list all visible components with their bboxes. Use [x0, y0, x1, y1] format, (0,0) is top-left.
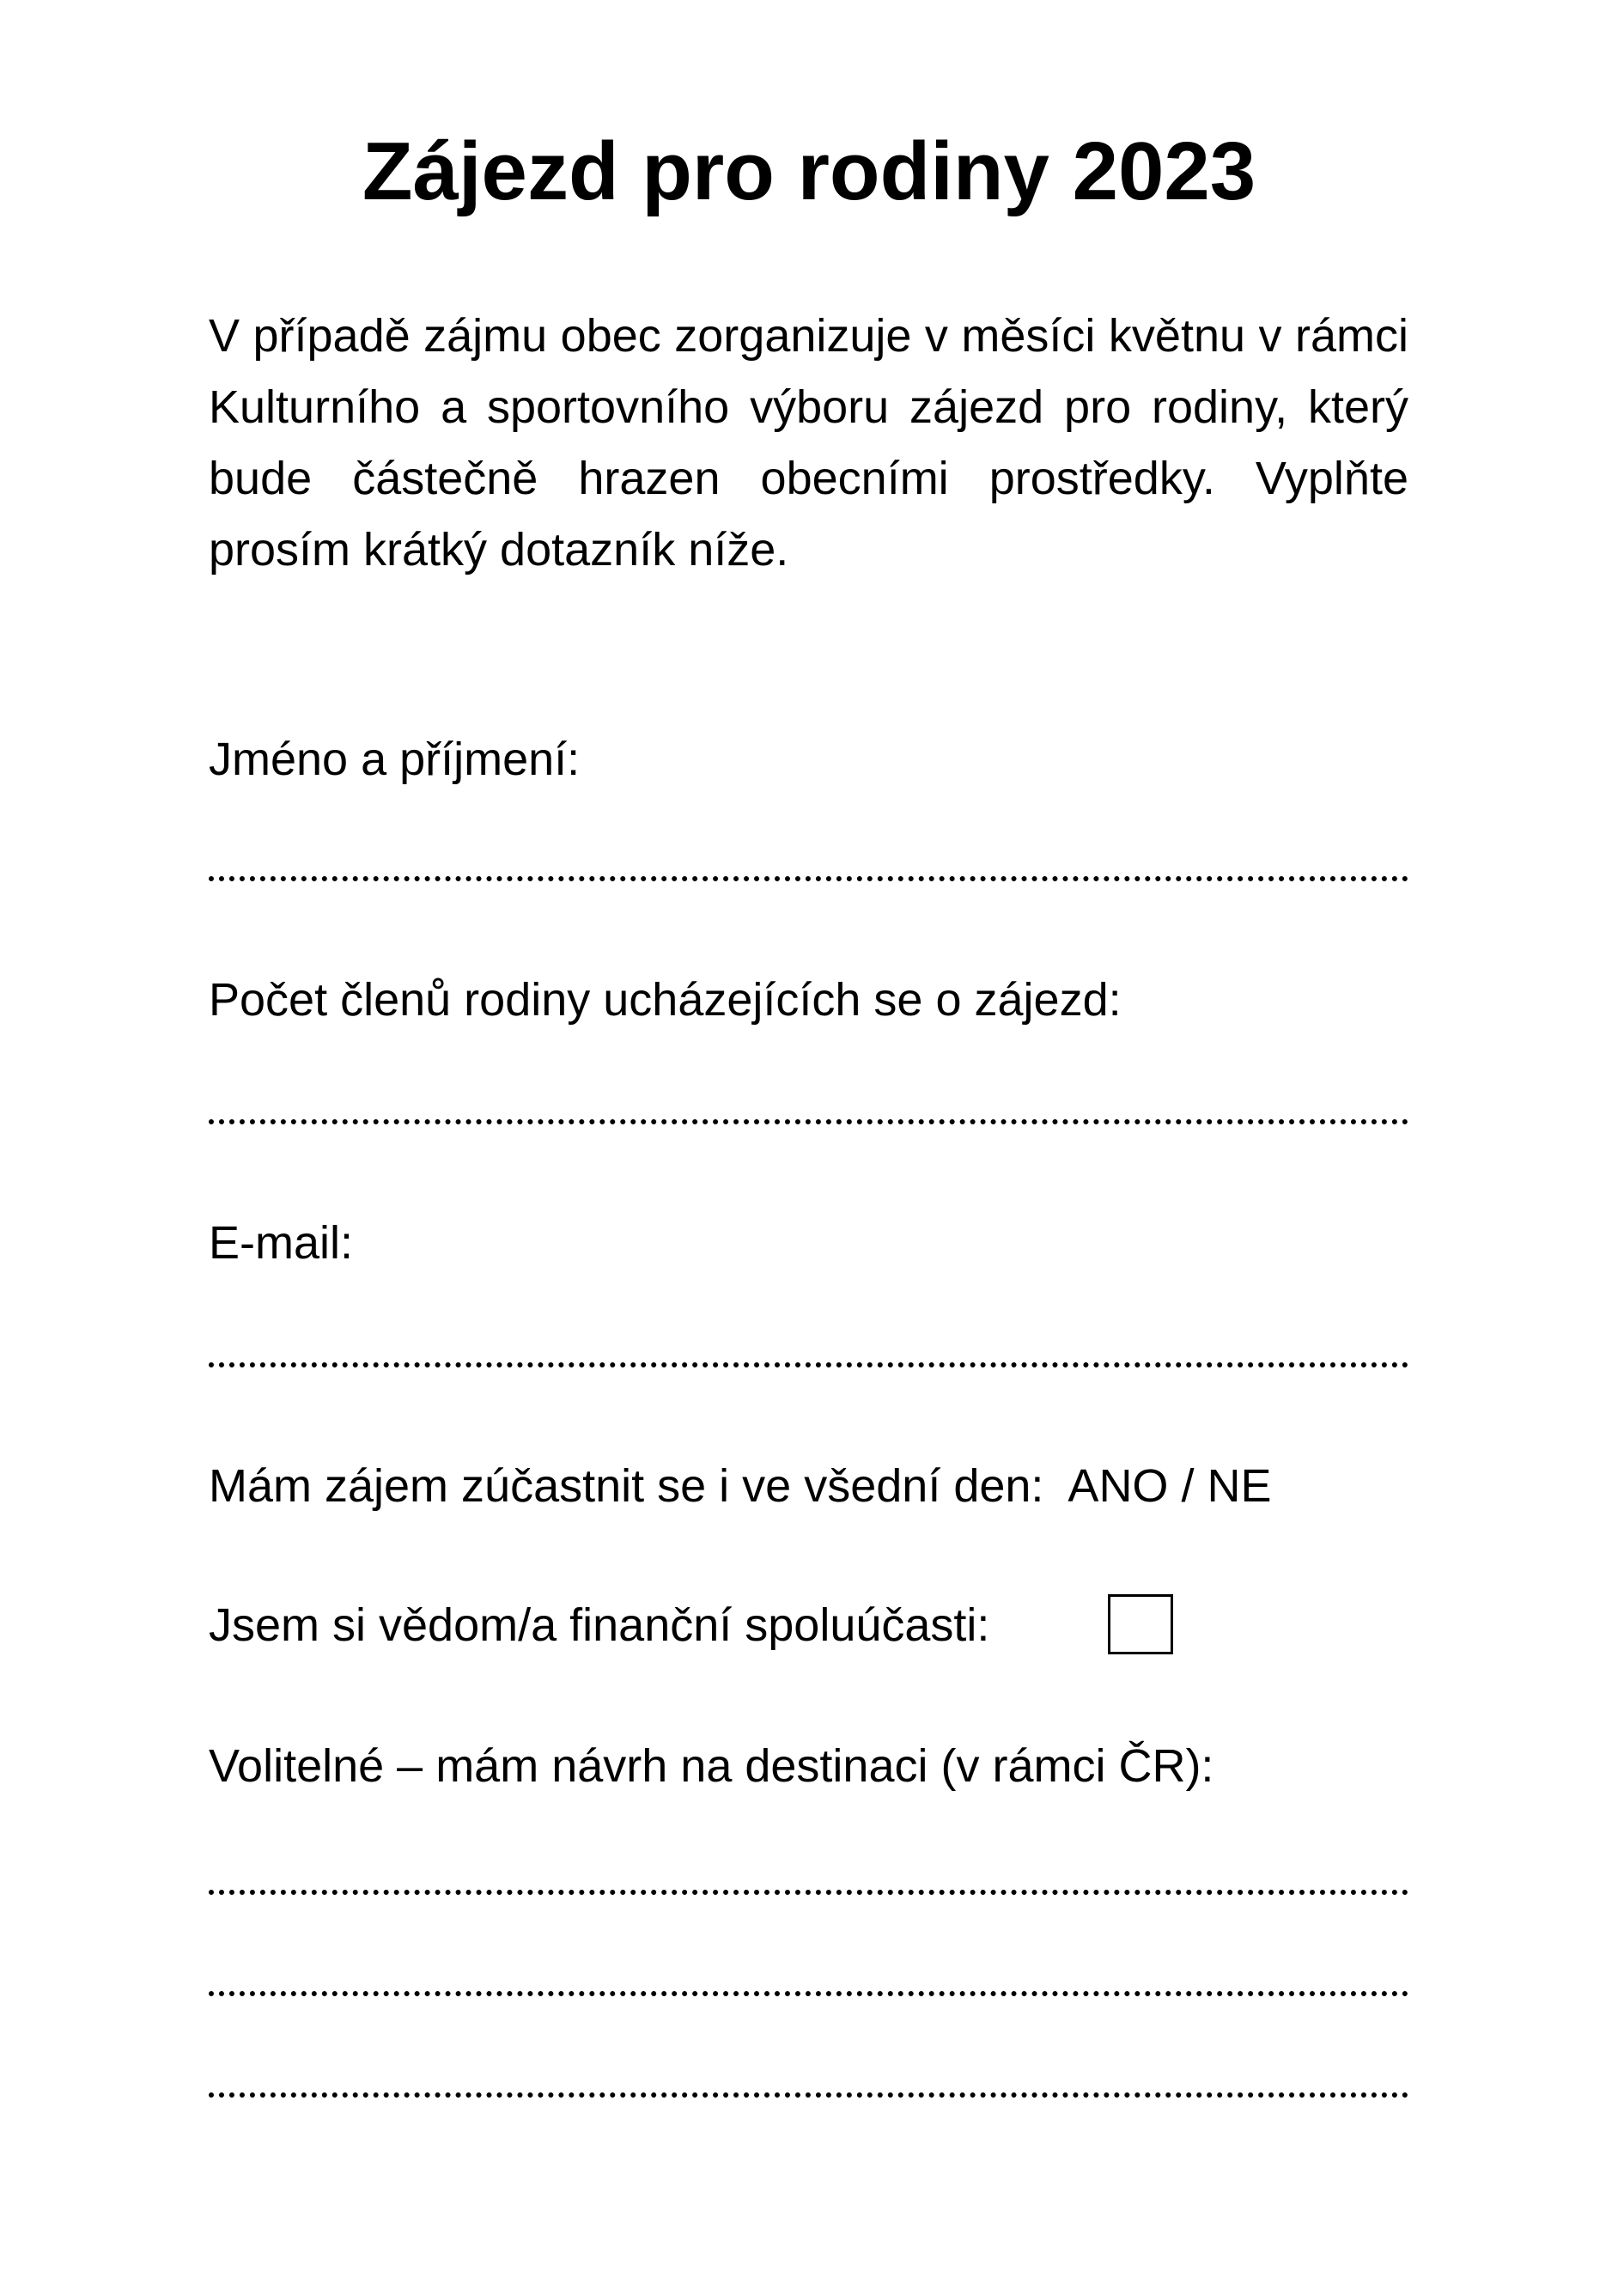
page-title: Zájezd pro rodiny 2023	[362, 125, 1256, 217]
weekday-label: Mám zájem zúčastnit se i ve všední den:	[209, 1460, 1044, 1512]
name-fill-line[interactable]	[209, 876, 1408, 881]
destination-label: Volitelné – mám návrh na destinaci (v rámci ČR):	[209, 1740, 1214, 1792]
intro-paragraph: V případě zájmu obec zorganizuje v měsíci květnu v rámci Kulturního a sportovního výboru zájezd pro rodiny, který bude částečně hrazen obecními prostředky. Vyplňte prosím krátký dotazník níže.	[209, 310, 1408, 576]
financial-label: Jsem si vědom/a finanční spoluúčasti:	[209, 1599, 990, 1651]
destination-fill-line-2[interactable]	[209, 1991, 1408, 1996]
destination-fill-line-3[interactable]	[209, 2092, 1408, 2098]
members-fill-line[interactable]	[209, 1119, 1408, 1124]
email-label: E-mail:	[209, 1217, 354, 1269]
financial-checkbox[interactable]	[1108, 1594, 1173, 1654]
name-label: Jméno a příjmení:	[209, 734, 581, 785]
email-fill-line[interactable]	[209, 1362, 1408, 1367]
weekday-options[interactable]: ANO / NE	[1068, 1460, 1272, 1512]
members-label: Počet členů rodiny ucházejících se o zájezd:	[209, 974, 1122, 1026]
weekday-row	[209, 1459, 1271, 1513]
destination-fill-line-1[interactable]	[209, 1890, 1408, 1895]
